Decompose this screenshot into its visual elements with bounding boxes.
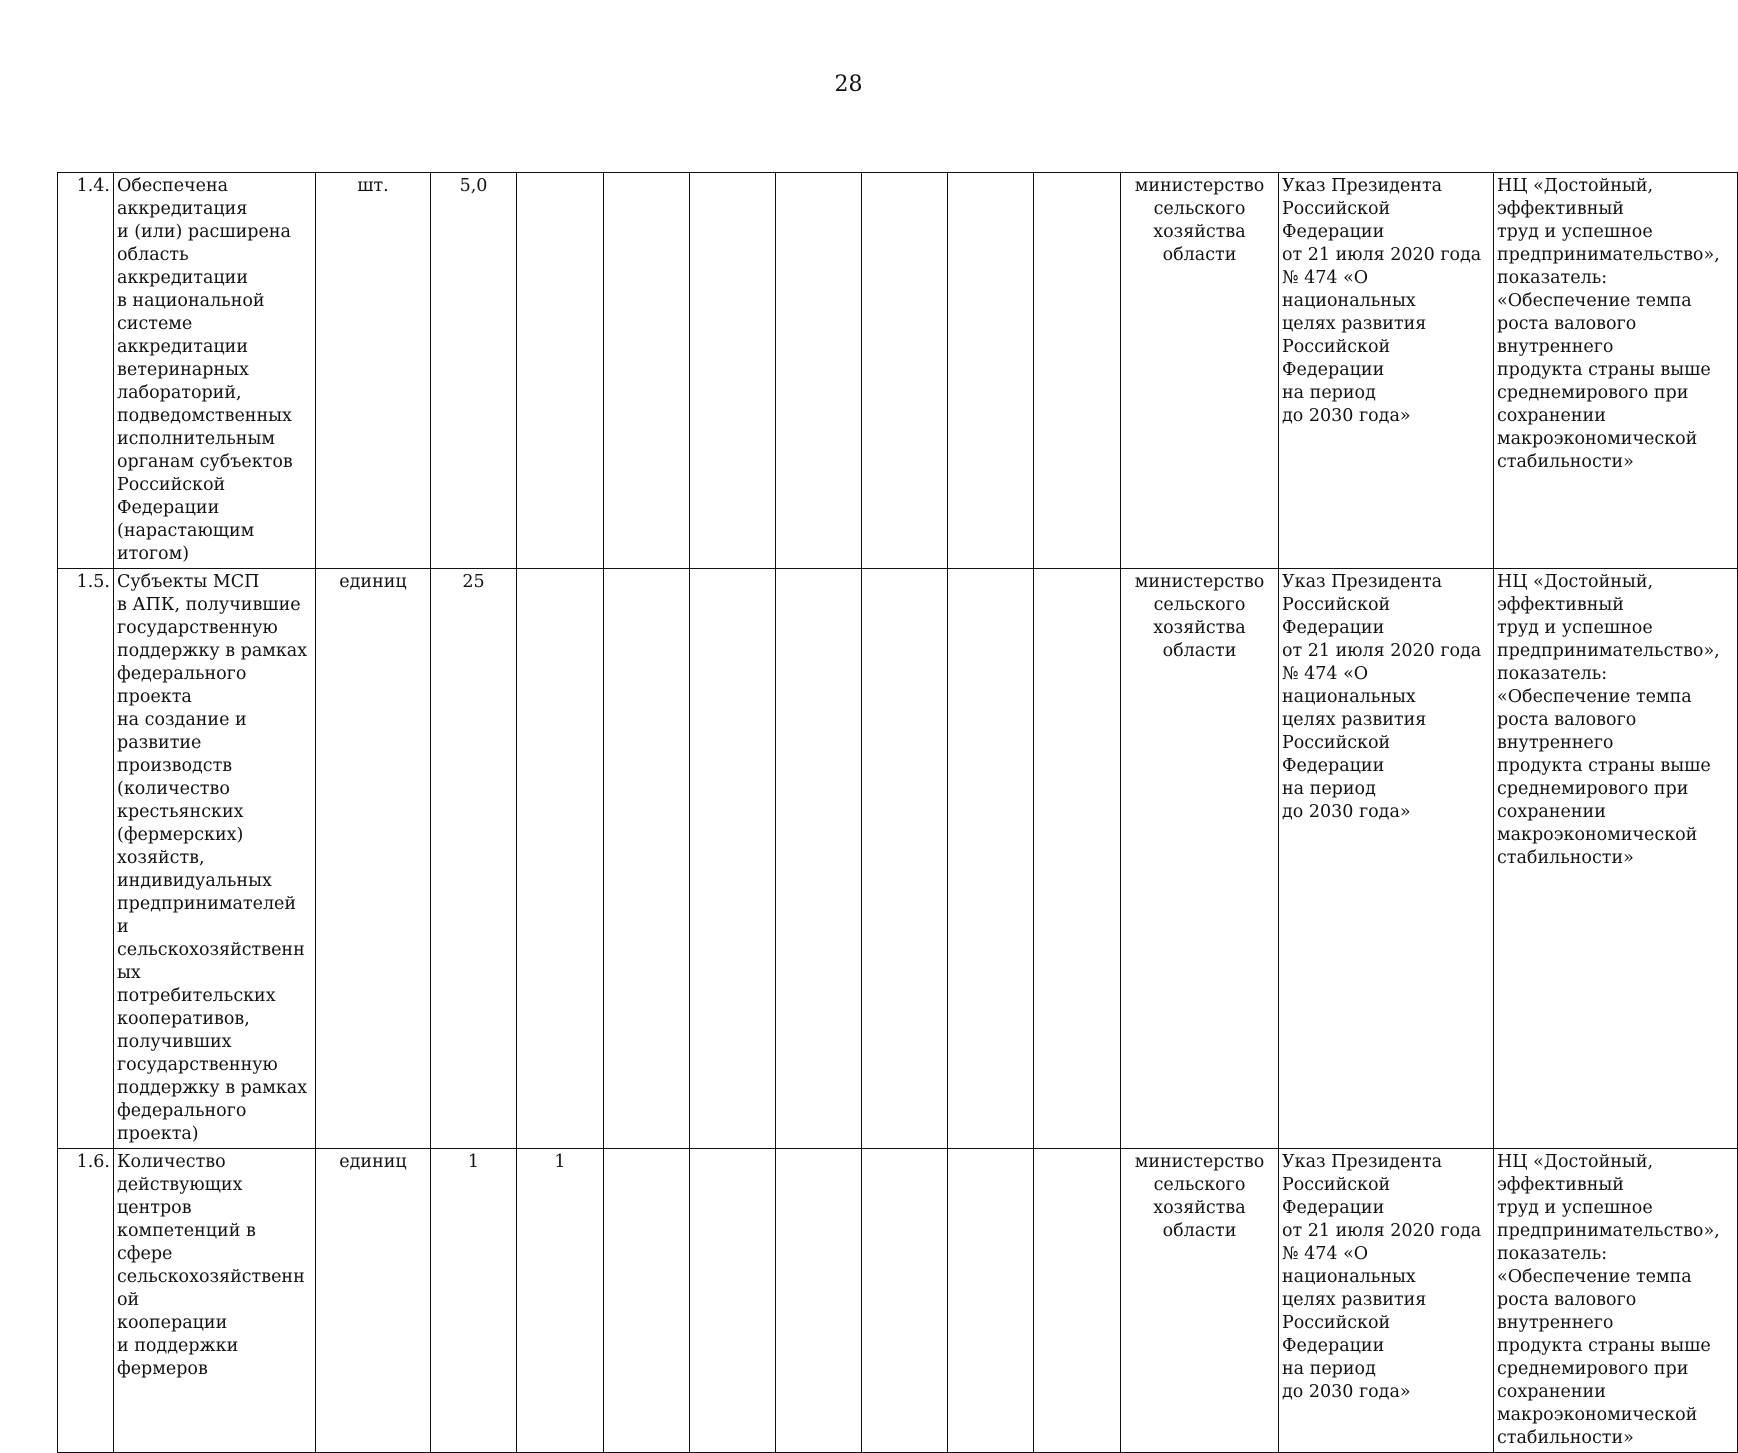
row-number: 1.6. <box>58 1149 114 1453</box>
goal-cell: НЦ «Достойный, эффективный труд и успешное предпринимательство», показатель: «Обеспечение темпа роста валового внутреннего продукта страны выше среднемирового при сохранении макроэкономической стабильности» <box>1494 1149 1738 1453</box>
document-cell: Указ Президента Российской Федерации от 21 июля 2020 года № 474 «О национальных целях развития Российской Федерации на период до 2030 года» <box>1279 1149 1494 1453</box>
value-cell <box>948 173 1034 569</box>
responsible-cell: министерство сельского хозяйства области <box>1121 173 1279 569</box>
unit-cell: единиц <box>316 569 431 1149</box>
responsible-cell: министерство сельского хозяйства области <box>1121 1149 1279 1453</box>
indicators-table <box>57 172 1738 1453</box>
row-number: 1.4. <box>58 173 114 569</box>
value-cell <box>604 569 690 1149</box>
value-cell <box>517 569 604 1149</box>
value-cell <box>690 173 776 569</box>
value-cell <box>862 569 948 1149</box>
base-value-cell: 25 <box>431 569 517 1149</box>
document-cell: Указ Президента Российской Федерации от 21 июля 2020 года № 474 «О национальных целях развития Российской Федерации на период до 2030 года» <box>1279 569 1494 1149</box>
value-cell: 1 <box>517 1149 604 1453</box>
goal-cell: НЦ «Достойный, эффективный труд и успешное предпринимательство», показатель: «Обеспечение темпа роста валового внутреннего продукта страны выше среднемирового при сохранении макроэкономической стабильности» <box>1494 173 1738 569</box>
value-cell <box>1034 569 1121 1149</box>
value-cell <box>690 1149 776 1453</box>
indicator-name: Количество действующих центров компетенций в сфере сельскохозяйственной кооперации и поддержки фермеров <box>114 1149 316 1453</box>
unit-cell: шт. <box>316 173 431 569</box>
value-cell <box>604 1149 690 1453</box>
value-cell <box>1034 1149 1121 1453</box>
value-cell <box>517 173 604 569</box>
table-row <box>58 173 1738 569</box>
base-value-cell: 5,0 <box>431 173 517 569</box>
indicator-name: Обеспечена аккредитация и (или) расширена область аккредитации в национальной системе аккредитации ветеринарных лабораторий, подведомственных исполнительным органам субъектов Российской Федерации (нарастающим итогом) <box>114 173 316 569</box>
base-value-cell: 1 <box>431 1149 517 1453</box>
indicator-name: Субъекты МСП в АПК, получившие государственную поддержку в рамках федерального проекта на создание и развитие производств (количество крестьянских (фермерских) хозяйств, индивидуальных предпринимателей и сельскохозяйственных потребительских кооперативов, получивших государственную поддержку в рамках федерального проекта) <box>114 569 316 1149</box>
value-cell <box>1034 173 1121 569</box>
value-cell <box>948 1149 1034 1453</box>
value-cell <box>776 569 862 1149</box>
page-number: 28 <box>834 72 863 97</box>
row-number: 1.5. <box>58 569 114 1149</box>
value-cell <box>948 569 1034 1149</box>
goal-cell: НЦ «Достойный, эффективный труд и успешное предпринимательство», показатель: «Обеспечение темпа роста валового внутреннего продукта страны выше среднемирового при сохранении макроэкономической стабильности» <box>1494 569 1738 1149</box>
value-cell <box>604 173 690 569</box>
value-cell <box>690 569 776 1149</box>
value-cell <box>776 173 862 569</box>
unit-cell: единиц <box>316 1149 431 1453</box>
responsible-cell: министерство сельского хозяйства области <box>1121 569 1279 1149</box>
value-cell <box>776 1149 862 1453</box>
table-row <box>58 1149 1738 1453</box>
value-cell <box>862 173 948 569</box>
document-cell: Указ Президента Российской Федерации от 21 июля 2020 года № 474 «О национальных целях развития Российской Федерации на период до 2030 года» <box>1279 173 1494 569</box>
value-cell <box>862 1149 948 1453</box>
table-row <box>58 569 1738 1149</box>
